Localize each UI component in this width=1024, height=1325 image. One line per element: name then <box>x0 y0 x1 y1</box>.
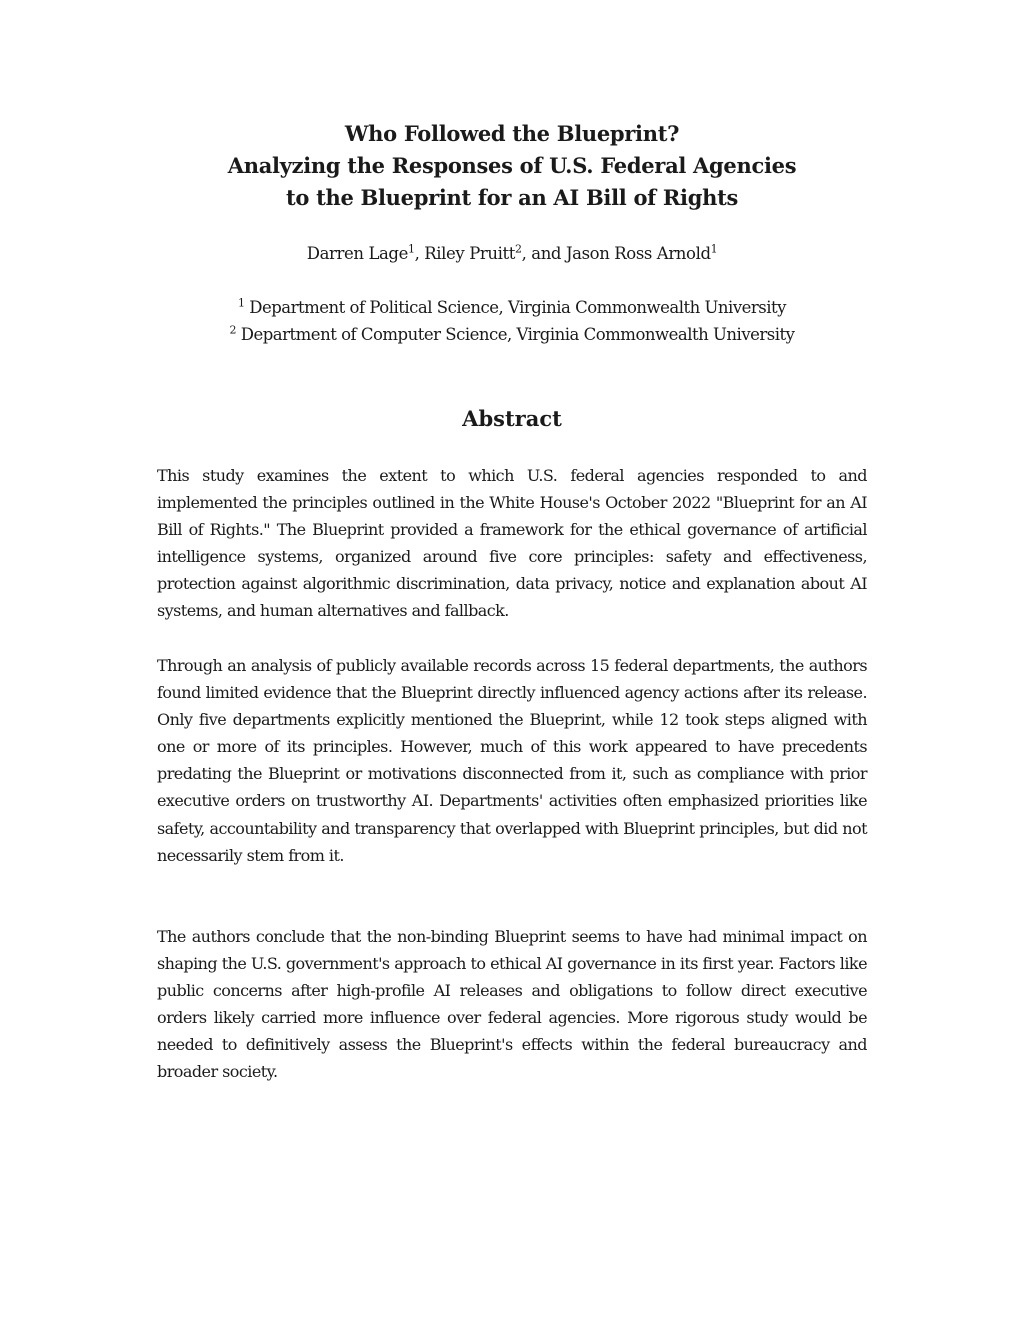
affiliation-text: Department of Political Science, Virginia Commonwealth University <box>244 298 786 317</box>
author-list <box>157 240 867 268</box>
abstract-paragraph-3: The authors conclude that the non-binding Blueprint seems to have had minimal impact on shaping the U.S. government's approach to ethical AI governance in its first year. Factors like public concerns after high-profile AI releases and obligations to follow direct executive orders likely carried more influence over federal agencies. More rigorous study would be needed to definitively assess the Blueprint's effects within the federal bureaucracy and broader society. <box>157 927 867 1082</box>
author-affiliation-mark: 2 <box>514 242 522 256</box>
title-line-2: Analyzing the Responses of U.S. Federal Agencies <box>227 153 797 178</box>
author-name: Riley Pruitt <box>424 244 515 263</box>
author-name: Darren Lage <box>306 244 408 263</box>
affiliation-mark: 2 <box>229 323 236 337</box>
affiliation-text: Department of Computer Science, Virginia Commonwealth University <box>236 325 795 344</box>
author-affiliation-mark: 1 <box>710 242 718 256</box>
affiliation-mark: 1 <box>237 296 245 310</box>
author-separator: , and <box>521 244 566 263</box>
abstract-heading: Abstract <box>462 406 562 431</box>
author-separator: , <box>414 244 425 263</box>
paper-title <box>157 118 867 214</box>
abstract-paragraph-1: This study examines the extent to which U.S. federal agencies responded to and implemented the principles outlined in the White House's October 2022 "Blueprint for an AI Bill of Rights." The Blueprint provided a framework for the ethical governance of artificial intelligence systems, organized around five core principles: safety and effectiveness, protection against algorithmic discrimination, data privacy, notice and explanation about AI systems, and human alternatives and fallback. <box>157 466 867 621</box>
author-affiliation-mark: 1 <box>407 242 415 256</box>
affiliation-line <box>157 321 867 348</box>
abstract-paragraph-2: Through an analysis of publicly available records across 15 federal departments, the authors found limited evidence that the Blueprint directly influenced agency actions after its release. Only five departments explicitly mentioned the Blueprint, while 12 took steps aligned with one or more of its principles. However, much of this work appeared to have precedents predating the Blueprint or motivations disconnected from it, such as compliance with prior executive orders on trustworthy AI. Departments' activities often emphasized priorities like safety, accountability and transparency that overlapped with Blueprint principles, but did not necessarily stem from it. <box>157 656 867 865</box>
author-name: Jason Ross Arnold <box>565 244 711 263</box>
title-line-1: Who Followed the Blueprint? <box>344 121 680 146</box>
title-line-3: to the Blueprint for an AI Bill of Rights <box>286 185 738 210</box>
affiliation-list <box>157 294 867 348</box>
affiliation-line <box>157 294 867 321</box>
